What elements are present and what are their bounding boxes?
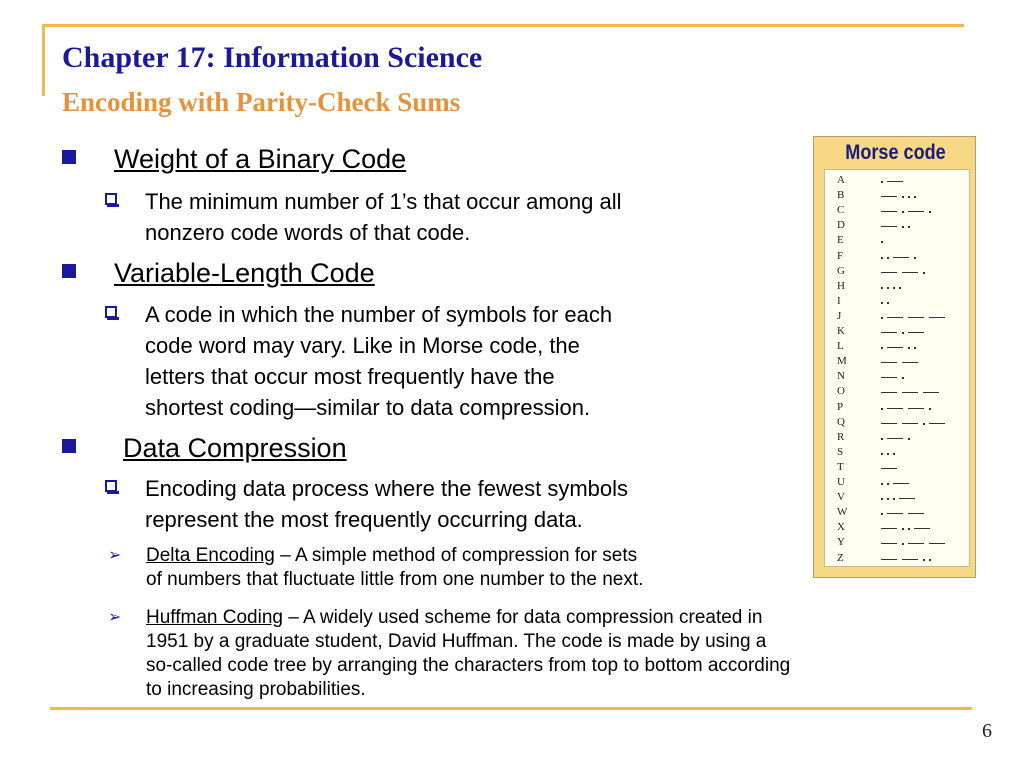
morse-letter: T <box>837 460 846 473</box>
morse-dot <box>929 559 931 561</box>
checkbox-bullet-icon <box>105 306 117 318</box>
morse-dot <box>914 257 916 259</box>
morse-letter: D <box>837 219 847 232</box>
morse-dot <box>893 498 895 500</box>
morse-row <box>825 476 969 491</box>
morse-dash <box>881 528 897 529</box>
morse-dash <box>908 317 924 318</box>
morse-dot <box>923 559 925 561</box>
morse-row <box>825 536 969 551</box>
morse-letter: M <box>837 355 849 368</box>
morse-letter: I <box>837 294 843 307</box>
morse-dash <box>881 468 897 469</box>
morse-letter: V <box>837 491 847 504</box>
morse-dash <box>899 498 915 499</box>
morse-dot <box>923 272 925 274</box>
frame-bottom-line <box>50 707 972 710</box>
huffman-line-2: 1951 by a graduate student, David Huffman. The code is made by using a <box>146 631 767 652</box>
morse-dash <box>914 528 930 529</box>
morse-row <box>825 370 969 385</box>
morse-dash <box>881 211 897 212</box>
morse-dot <box>902 211 904 213</box>
morse-row <box>825 265 969 280</box>
huffman-line-3: so-called code tree by arranging the characters from top to bottom according <box>146 655 791 676</box>
morse-dot <box>914 347 916 349</box>
morse-dot <box>893 453 895 455</box>
morse-dot <box>908 347 910 349</box>
morse-dash <box>902 559 918 560</box>
morse-dot <box>881 408 883 410</box>
morse-dot <box>887 498 889 500</box>
morse-letter: U <box>837 476 847 488</box>
morse-row <box>825 416 969 431</box>
morse-letter: B <box>837 189 847 202</box>
morse-dash <box>902 392 918 393</box>
sub-line: letters that occur most frequently have the <box>145 364 555 389</box>
morse-letter: L <box>837 340 846 353</box>
morse-letter: R <box>837 430 847 443</box>
sub-line: represent the most frequently occurring data. <box>145 507 583 532</box>
morse-dash <box>881 332 897 333</box>
huffman-line-4: to increasing probabilities. <box>146 679 366 700</box>
sub-line: code word may vary. Like in Morse code, the <box>145 333 580 358</box>
morse-row <box>825 325 969 340</box>
morse-dash <box>893 257 909 258</box>
morse-dot <box>908 196 910 198</box>
morse-letter: O <box>837 385 847 398</box>
morse-dash <box>887 513 903 514</box>
morse-dash <box>887 438 903 439</box>
morse-row <box>825 189 969 204</box>
morse-dash <box>887 181 903 182</box>
morse-letter: F <box>837 249 846 262</box>
morse-dash <box>887 317 903 318</box>
slide-subtitle: Encoding with Parity-Check Sums <box>62 87 461 117</box>
arrow-bullet-icon: ➢ <box>108 547 122 564</box>
morse-letter: J <box>837 309 844 322</box>
huffman-desc: – A widely used scheme for data compression created in <box>282 607 763 628</box>
frame-left-line <box>42 24 45 96</box>
arrow-bullet-icon: ➢ <box>108 609 122 626</box>
morse-code-title: Morse code <box>845 141 946 164</box>
morse-dot <box>881 483 883 485</box>
morse-letter: S <box>837 445 846 458</box>
morse-dot <box>887 257 889 259</box>
morse-dot <box>881 347 883 349</box>
delta-term: Delta Encoding <box>146 545 275 566</box>
slide-title: Chapter 17: Information Science <box>62 41 483 74</box>
checkbox-bullet-icon <box>105 480 117 492</box>
morse-letter: G <box>837 264 847 277</box>
morse-dash <box>902 362 918 363</box>
morse-letter: W <box>837 506 850 519</box>
morse-row <box>825 521 969 536</box>
square-bullet-icon <box>62 264 76 278</box>
morse-dot <box>902 226 904 228</box>
morse-dot <box>887 453 889 455</box>
morse-dash <box>881 559 897 560</box>
morse-dot <box>902 332 904 334</box>
morse-letter: H <box>837 279 847 292</box>
morse-dot <box>881 317 883 319</box>
delta-desc: – A simple method of compression for sets <box>274 545 638 566</box>
morse-letter: N <box>837 370 847 383</box>
morse-dash <box>929 543 945 544</box>
morse-row <box>825 506 969 521</box>
morse-dot <box>887 483 889 485</box>
sub-line: The minimum number of 1’s that occur among all <box>145 189 622 214</box>
morse-dash <box>902 272 918 273</box>
morse-dash <box>908 408 924 409</box>
morse-dot <box>881 453 883 455</box>
morse-row <box>825 491 969 506</box>
huffman-term: Huffman Coding <box>146 607 283 628</box>
morse-letter: Y <box>837 536 847 549</box>
morse-dot <box>881 438 883 440</box>
morse-dash <box>881 272 897 273</box>
morse-row <box>825 401 969 416</box>
morse-row <box>825 280 969 295</box>
morse-dash <box>902 423 918 424</box>
sub-line: Encoding data process where the fewest symbols <box>145 476 629 501</box>
morse-dash <box>881 543 897 544</box>
frame-top-line <box>42 24 964 27</box>
morse-row <box>825 250 969 265</box>
morse-dash <box>881 362 897 363</box>
morse-letter: Z <box>837 551 846 564</box>
morse-letter: A <box>837 174 847 186</box>
morse-dot <box>887 302 889 304</box>
morse-dot <box>893 287 895 289</box>
morse-dot <box>881 241 883 243</box>
morse-row <box>825 340 969 355</box>
morse-dot <box>902 196 904 198</box>
morse-dash <box>887 408 903 409</box>
bullet-compression-heading: Data Compression <box>123 433 347 463</box>
bullet-variable-heading: Variable-Length Code <box>114 258 375 288</box>
morse-dash <box>908 211 924 212</box>
morse-row <box>825 446 969 461</box>
huffman-line-1 <box>146 606 762 629</box>
morse-dot <box>881 181 883 183</box>
morse-letter: K <box>837 325 847 337</box>
page-number: 6 <box>982 720 992 742</box>
morse-row <box>825 204 969 219</box>
morse-dash <box>881 423 897 424</box>
morse-row <box>825 310 969 325</box>
delta-line-2: of numbers that fluctuate little from one number to the next. <box>146 569 644 590</box>
morse-dash <box>881 392 897 393</box>
bullet-weight-heading: Weight of a Binary Code <box>114 144 407 174</box>
morse-letter: Q <box>837 415 847 428</box>
morse-dash <box>881 226 897 227</box>
morse-dot <box>887 287 889 289</box>
morse-letter: P <box>837 400 846 413</box>
delta-line-1 <box>146 544 637 567</box>
checkbox-bullet-icon <box>105 193 117 205</box>
morse-dot <box>881 513 883 515</box>
square-bullet-icon <box>62 150 76 164</box>
morse-row <box>825 219 969 234</box>
morse-dot <box>881 257 883 259</box>
morse-row <box>825 295 969 310</box>
morse-row <box>825 385 969 400</box>
morse-row <box>825 431 969 446</box>
morse-code-table <box>824 169 970 567</box>
morse-row <box>825 355 969 370</box>
morse-dash <box>881 377 897 378</box>
morse-dash <box>929 317 945 318</box>
morse-dash <box>908 513 924 514</box>
morse-dot <box>914 196 916 198</box>
morse-dash <box>923 392 939 393</box>
morse-dash <box>881 196 897 197</box>
morse-dash <box>908 543 924 544</box>
sub-line: shortest coding—similar to data compression. <box>145 395 591 420</box>
morse-letter: E <box>837 234 846 247</box>
sub-line: nonzero code words of that code. <box>145 220 471 245</box>
morse-row <box>825 174 969 189</box>
morse-dot <box>881 498 883 500</box>
morse-dot <box>881 287 883 289</box>
square-bullet-icon <box>62 439 76 453</box>
morse-dot <box>902 543 904 545</box>
morse-dash <box>929 423 945 424</box>
morse-dot <box>923 423 925 425</box>
morse-letter: X <box>837 521 847 534</box>
morse-dot <box>899 287 901 289</box>
morse-row <box>825 234 969 249</box>
morse-dash <box>893 483 909 484</box>
sub-line: A code in which the number of symbols for each <box>145 302 613 327</box>
morse-row <box>825 461 969 476</box>
morse-dot <box>929 408 931 410</box>
morse-dot <box>881 302 883 304</box>
morse-dot <box>908 438 910 440</box>
morse-row <box>825 552 969 567</box>
morse-code-card <box>813 136 976 578</box>
morse-dot <box>902 528 904 530</box>
morse-dot <box>902 377 904 379</box>
morse-dash <box>887 347 903 348</box>
morse-dash <box>908 332 924 333</box>
morse-dot <box>929 211 931 213</box>
morse-letter: C <box>837 204 847 217</box>
morse-dot <box>908 226 910 228</box>
morse-dot <box>908 528 910 530</box>
